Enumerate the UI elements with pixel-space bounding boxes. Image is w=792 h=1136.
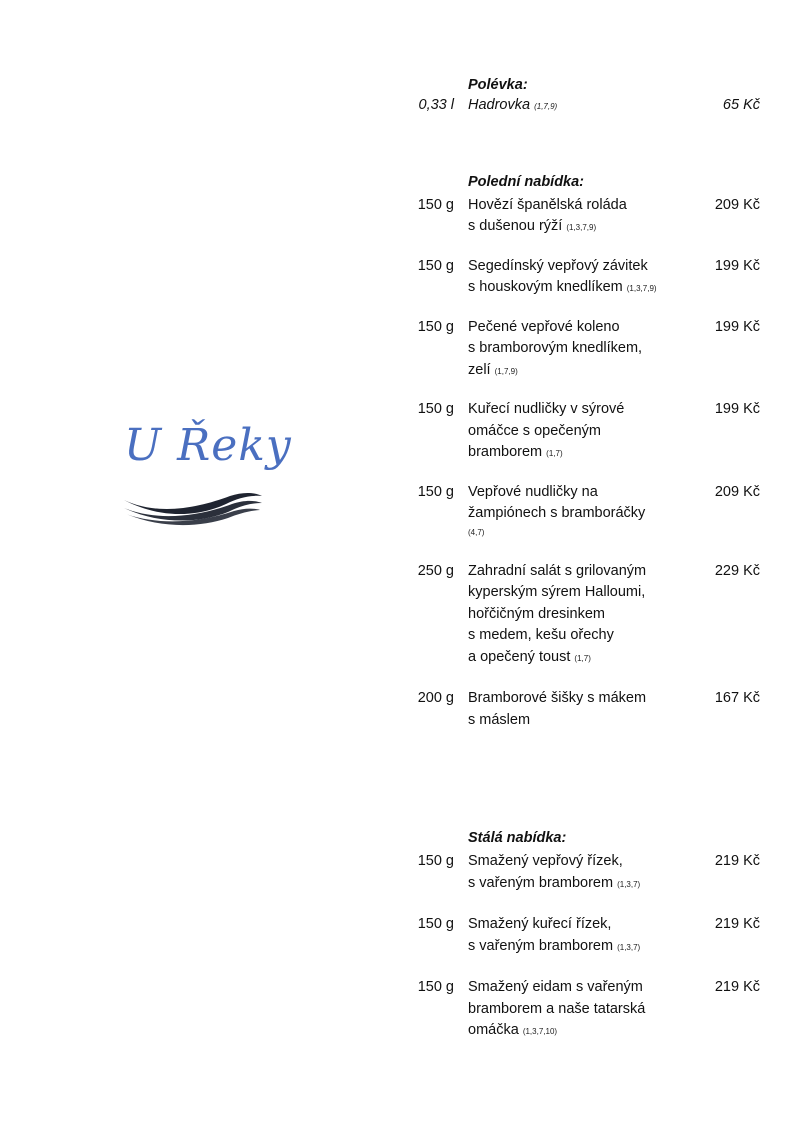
menu-item <box>410 317 762 383</box>
item-quantity: 150 g <box>417 979 454 995</box>
item-line: zelí <box>468 361 491 378</box>
wave-logo-icon <box>118 486 268 526</box>
section-permanent-menu <box>410 829 762 1043</box>
item-allergens: (1,3,7,9) <box>566 223 597 232</box>
item-allergens: (1,7) <box>574 653 591 663</box>
item-line: s máslem <box>468 711 531 728</box>
item-line: omáčka <box>468 1022 519 1038</box>
menu-item <box>410 256 762 300</box>
item-quantity: 150 g <box>417 483 454 500</box>
item-description <box>468 688 698 731</box>
item-quantity: 150 g <box>417 318 454 335</box>
item-price: 219 Kč <box>714 853 760 869</box>
item-description <box>468 195 698 239</box>
section-lunch-menu <box>410 173 762 732</box>
item-line: Hovězí španělská roláda <box>468 196 627 213</box>
item-line: Segedínský vepřový závitek <box>468 257 648 274</box>
item-line: s vařeným bramborem <box>468 874 614 891</box>
item-line: Hadrovka <box>468 97 531 113</box>
item-line: a opečený toust <box>468 648 571 665</box>
item-price: 209 Kč <box>714 483 760 500</box>
item-price: 199 Kč <box>714 401 760 417</box>
item-allergens: (1,3,7) <box>617 879 641 889</box>
item-line: Smažený eidam s vařeným <box>468 979 643 995</box>
item-line: Bramborové šišky s mákem <box>468 690 647 706</box>
menu-item <box>410 482 762 539</box>
menu-item <box>410 914 762 958</box>
item-description <box>468 977 698 1043</box>
item-allergens: (1,3,7) <box>617 942 641 952</box>
item-line: s dušenou rýží <box>468 218 563 234</box>
item-price: 199 Kč <box>714 318 760 335</box>
menu-item <box>410 851 762 895</box>
item-allergens: (1,7,9) <box>494 366 518 376</box>
item-line: s medem, kešu ořechy <box>468 627 614 643</box>
menu-item <box>410 195 762 239</box>
item-price: 65 Kč <box>722 97 760 113</box>
item-description <box>468 851 698 895</box>
menu-item <box>410 977 762 1043</box>
item-allergens: (1,7,9) <box>534 102 558 111</box>
menu-item <box>410 561 762 670</box>
item-price: 209 Kč <box>714 196 760 213</box>
item-quantity: 200 g <box>417 690 454 706</box>
item-line: s houskovým knedlíkem <box>468 279 623 295</box>
item-line: omáčce s opečeným <box>468 422 601 439</box>
item-allergens: (1,3,7,10) <box>522 1027 558 1036</box>
item-line: Zahradní salát s grilovaným <box>468 562 647 579</box>
item-allergens: (1,3,7,9) <box>626 284 657 293</box>
item-line: Smažený kuřecí řízek, <box>468 916 612 932</box>
logo-text: U Řeky <box>124 420 292 471</box>
item-price: 199 Kč <box>714 257 760 274</box>
menu-item <box>410 688 762 731</box>
item-line: Kuřecí nudličky v sýrové <box>468 401 625 417</box>
item-quantity: 150 g <box>417 257 454 274</box>
item-quantity: 250 g <box>417 562 454 579</box>
item-quantity: 150 g <box>417 916 454 932</box>
item-price: 219 Kč <box>714 916 760 932</box>
item-price: 167 Kč <box>714 690 760 706</box>
item-line: Pečené vepřové koleno <box>468 318 620 335</box>
item-line: bramborem <box>468 444 543 460</box>
item-description <box>468 317 698 383</box>
item-allergens: (4,7) <box>468 527 485 537</box>
item-price: 219 Kč <box>714 979 760 995</box>
item-allergens: (1,7) <box>546 449 563 458</box>
menu-list <box>410 76 762 1043</box>
item-quantity: 0,33 l <box>418 97 454 113</box>
item-line: Vepřové nudličky na <box>468 483 598 500</box>
item-line: Smažený vepřový řízek, <box>468 853 623 869</box>
item-quantity: 150 g <box>417 853 454 869</box>
item-quantity: 150 g <box>417 196 454 213</box>
item-description <box>468 256 698 300</box>
item-line: bramborem a naše tatarská <box>468 1000 646 1017</box>
section-title: Stálá nabídka: <box>468 830 567 846</box>
section-soup <box>410 76 762 118</box>
item-line: žampiónech s bramboráčky <box>468 505 646 521</box>
item-line: kyperským sýrem Halloumi, <box>468 584 646 600</box>
item-line: hořčičným dresinkem <box>468 605 605 622</box>
item-description <box>468 914 698 958</box>
restaurant-logo <box>118 420 292 530</box>
menu-item <box>410 95 762 118</box>
item-description <box>468 482 698 539</box>
section-title: Polévka: <box>468 77 528 93</box>
menu-item <box>410 399 762 465</box>
section-title: Polední nabídka: <box>468 173 585 190</box>
item-price: 229 Kč <box>714 562 760 579</box>
item-line: s vařeným bramborem <box>468 937 614 954</box>
item-line: s bramborovým knedlíkem, <box>468 340 643 356</box>
item-description <box>468 95 698 118</box>
item-quantity: 150 g <box>417 401 454 417</box>
item-description <box>468 561 698 670</box>
item-description <box>468 399 698 465</box>
